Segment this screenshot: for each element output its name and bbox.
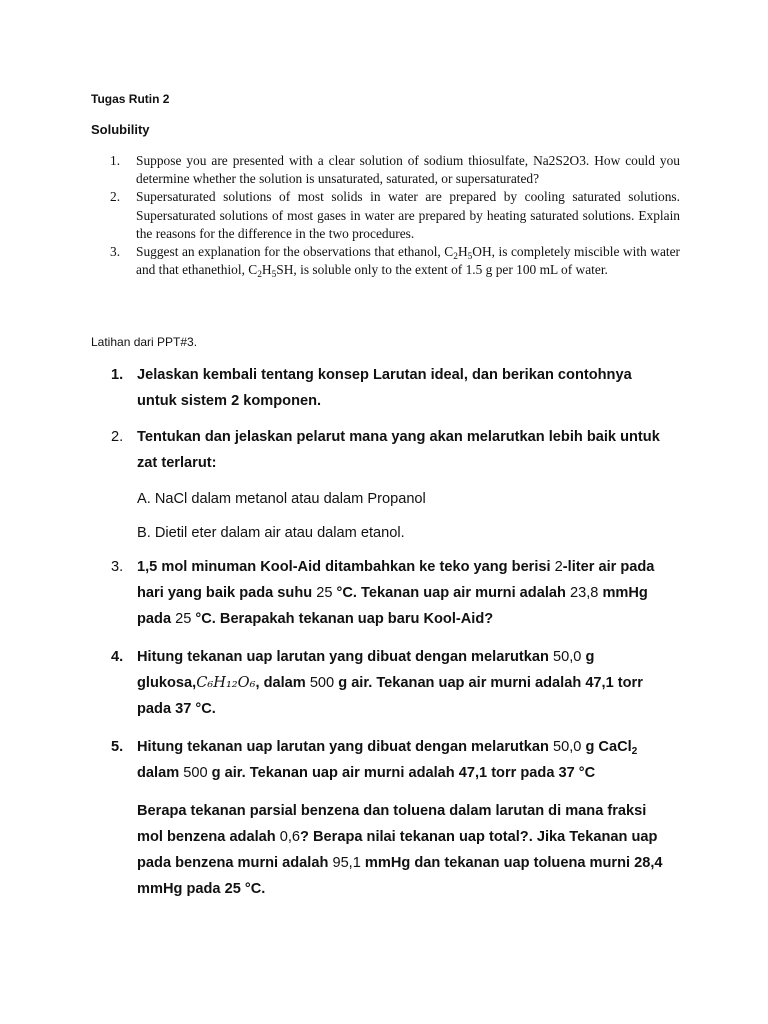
item-number: 3. xyxy=(111,559,124,575)
item-number: 2. xyxy=(110,189,121,205)
english-question-list xyxy=(110,152,680,279)
list-item xyxy=(111,424,671,476)
item-text: Suggest an explanation for the observations that ethanol, $C_2H_5OH$, is completely miscible with water and that ethanethiol, $C_2H_5SH$, is soluble only to the extent of 1.5 g per 100 mL of water. xyxy=(136,244,681,281)
list-item xyxy=(111,734,671,786)
option-a: A. NaCl dalam metanol atau dalam Propanol xyxy=(137,491,426,507)
list-item xyxy=(110,152,680,188)
item-number: 1. xyxy=(110,153,121,168)
item-text: 1,5 mol minuman Kool-Aid ditambahkan ke teko yang berisi 2-liter air pada hari yang baik pada suhu 25 °C. Tekanan uap air murni adalah 23,8 mmHg pada 25 °C. Berapakah tekanan uap baru Kool-Aid? xyxy=(137,559,655,627)
item-number: 1. xyxy=(111,367,124,383)
section-heading: Solubility xyxy=(91,122,150,137)
glucose-formula: C₆H₁₂O₆ xyxy=(196,674,256,691)
item-text: Hitung tekanan uap larutan yang dibuat dengan melarutkan 50,0 g CaCl$_2$ dalam 500 g air. Tekanan uap air murni adalah 47,1 torr pada 37 °C xyxy=(137,739,638,781)
item-text: Jelaskan kembali tentang konsep Larutan ideal, dan berikan contohnya untuk sistem 2 komponen. xyxy=(137,367,632,409)
item-number: 4. xyxy=(111,649,124,665)
item-number: 2. xyxy=(111,429,124,445)
list-item xyxy=(111,644,671,722)
list-item xyxy=(110,243,680,279)
list-item xyxy=(111,362,671,414)
item-text: Suppose you are presented with a clear solution of sodium thiosulfate, Na2S2O3. How could you determine whether the solution is unsaturated, saturated, or supersaturated? xyxy=(136,153,680,187)
exercise-question-list xyxy=(111,362,671,902)
list-item xyxy=(111,554,671,632)
item-text: Tentukan dan jelaskan pelarut mana yang akan melarutkan lebih baik untuk zat terlarut: xyxy=(137,429,660,471)
list-item xyxy=(110,188,680,243)
item-number: 3. xyxy=(110,244,121,260)
item-text: Hitung tekanan uap larutan yang dibuat dengan melarutkan 50,0 g glukosa,C₆H₁₂O₆, dalam 500 g air. Tekanan uap air murni adalah 47,1 torr pada 37 °C. xyxy=(137,649,643,717)
option-b: B. Dietil eter dalam air atau dalam etanol. xyxy=(137,525,405,541)
item-text: Supersaturated solutions of most solids in water are prepared by cooling saturated solutions. Supersaturated solutions of most gases in water are prepared by heating saturated solutions. Explain the reasons for the difference in the two procedures. xyxy=(136,189,680,241)
benzene-toluene-question: Berapa tekanan parsial benzena dan toluena dalam larutan di mana fraksi mol benzena adalah 0,6? Berapa nilai tekanan uap total?. Jika Tekanan uap pada benzena murni adalah 95,1 mmHg dan tekanan uap toluena murni 28,4 mmHg pada 25 °C. xyxy=(137,803,663,897)
exercise-heading: Latihan dari PPT#3. xyxy=(91,335,198,349)
item-number: 5. xyxy=(111,739,124,755)
assignment-title: Tugas Rutin 2 xyxy=(91,92,170,106)
